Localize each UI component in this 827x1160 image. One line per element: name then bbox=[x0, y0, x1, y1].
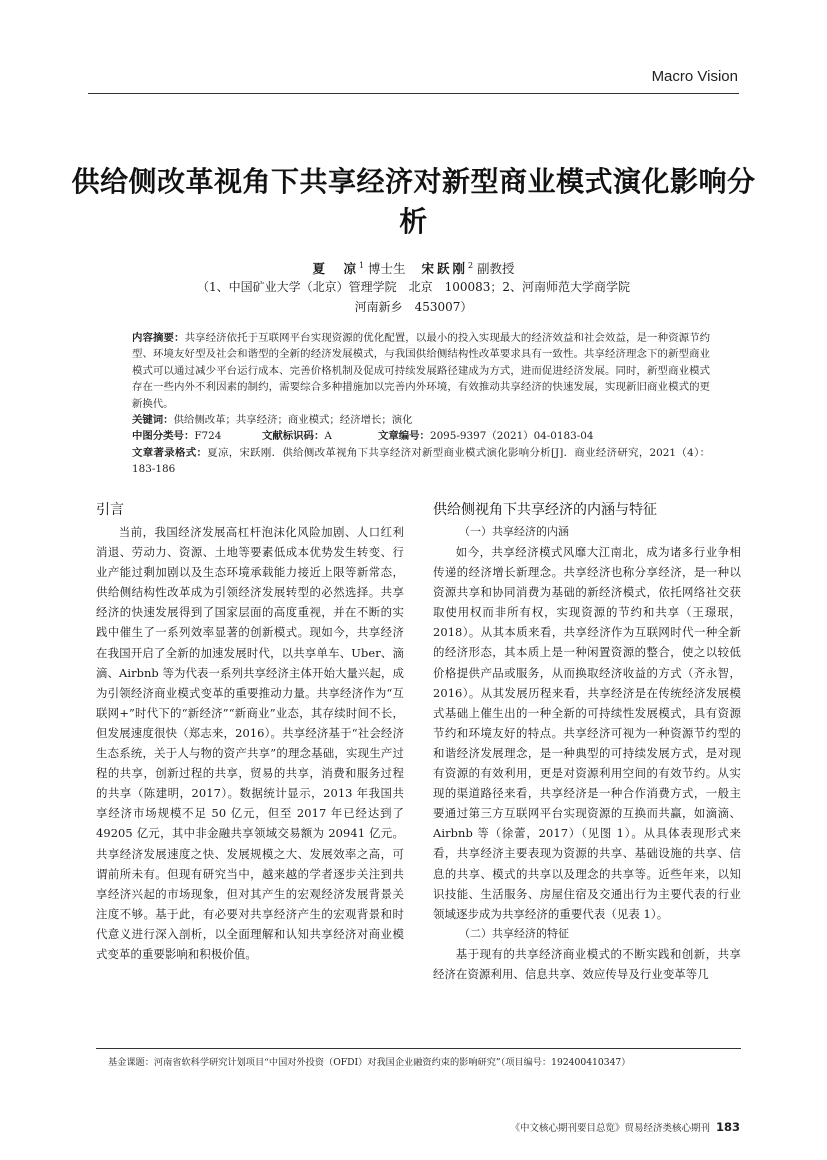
author-2-sup: 2 bbox=[467, 261, 474, 270]
abstract-block bbox=[132, 330, 710, 478]
subheading-features: （二）共享经济的特征 bbox=[459, 926, 569, 940]
intro-paragraph: 当前，我国经济发展高杠杆泡沫化风险加剧、人口红利消退、劳动力、资源、土地等要素低成本优势发生转变、行业产能过剩加剧以及生态环境承载能力接近上限等新常态，供给侧结构性改革成为引领经济发展转型的必然选择。共享经济的快速发展得到了国家层面的高度重视，并在不断的实践中催生了一系列效率显著的创新模式。现如今，共享经济在我国开启了全新的加速发展时代，以共享单车、Uber、滴滴、Airbnb 等为代表一系列共享经济主体开始大量兴起，成为引领经济商业模式变革的重要推动力量。共享经济作为“互联网+”时代下的“新经济”“新商业”业态，其存续时间不长，但发展速度很快（郑志来，2016）。共享经济基于“社会经济生态系统，关于人与物的资产共享”的理念基础，实现生产过程的共享，创新过程的共享，贸易的共享，消费和服务过程的共享（陈建明，2017）。数据统计显示，2013 年我国共享经济市场规模不足 50 亿元，但至 2017 年已经达到了 49205 亿元，其中非金融共享领域交易额为 20941 亿元。共享经济发展速度之快、发展规模之大、发展效率之高，可谓前所未有。但现有研究当中，越来越的学者逐步关注到共享经济兴起的市场现象，但对其产生的宏观经济发展背景关注度不够。基于此，有必要对共享经济产生的宏观背景和时代意义进行深入剖析，以全面理解和认知共享经济对商业模式变革的重要影响和积极价值。 bbox=[96, 525, 404, 961]
abstract-label: 内容摘要： bbox=[132, 332, 185, 344]
citation-line bbox=[132, 445, 710, 478]
keywords-label: 关键词： bbox=[132, 414, 174, 427]
classification-row bbox=[132, 428, 710, 444]
affiliation-line-1: （1、中国矿业大学（北京）管理学院 北京 100083；2、河南师范大学商学院 bbox=[196, 280, 631, 294]
citation-label: 文章著录格式： bbox=[132, 446, 208, 459]
left-column bbox=[96, 500, 404, 964]
journal-footer bbox=[470, 1120, 740, 1134]
subheading-connotation: （一）共享经济的内涵 bbox=[459, 525, 569, 538]
features-paragraph: 基于现有的共享经济商业模式的不断实践和创新，共享经济在资源利用、信息共享、效应传导及行业变革等几 bbox=[433, 946, 741, 981]
author-1-name: 夏 凉 bbox=[312, 261, 359, 277]
abstract-text: 共享经济依托于互联网平台实现资源的优化配置，以最小的投入实现最大的经济效益和社会效益，是一种资源节约型、环境友好型及社会和谐型的全新的经济发展模式，与我国供给侧结构性改革要求具有一致性。共享经济理念下的新型商业模式可以通过减少平台运行成本、完善价格机制及促成可持续发展路径建成为方式，进而促进经济发展。同时，新型商业模式存在一些内外不利因素的制约，需要综合多种措施加以完善内外环境，有效推动共享经济的快速发展，实现新旧商业模式的更新换代。 bbox=[132, 332, 711, 410]
author-2-name: 宋跃刚 bbox=[421, 261, 468, 277]
page-number: 183 bbox=[715, 1120, 740, 1134]
article-no-value: 2095-9397（2021）04-0183-04 bbox=[429, 430, 594, 443]
affiliation-line-2: 河南新乡 453007） bbox=[354, 300, 473, 314]
author-1-role: 博士生 bbox=[368, 261, 406, 277]
keywords-line bbox=[132, 412, 710, 428]
section-heading: 供给侧视角下共享经济的内涵与特征 bbox=[433, 502, 657, 518]
connotation-paragraph: 如今，共享经济模式风靡大江南北，成为诸多行业争相传递的经济增长新理念。共享经济也称分享经济，是一种以资源共享和协同消费为基础的新经济模式，依托网络社交获取使用权而非所有权，实现资源的节约和共享（王璟珉，2018）。从其本质来看，共享经济作为互联网时代一种全新的经济形态，其本质上是一种闲置资源的整合，使之以较低价格提供产品或服务，从而换取经济收益的方式（齐永智，2016）。从其发展历程来看，共享经济是在传统经济发展模式基础上催生出的一种全新的可持续性发展模式，具有资源节约和环境友好的特点。共享经济可视为一种资源节约型的和谐经济发展理念，是一种典型的可持续发展方式，是对现有资源的有效利用，更是对资源利用空间的有效节约。从实现的渠道路径来看，共享经济是一种合作消费方式，一般主要通过第三方互联网平台实现资源的互换而共赢，如滴滴、Airbnb 等（徐蕾，2017）（见图 1）。从具体表现形式来看，共享经济主要表现为资源的共享、基础设施的共享、信息的共享、模式的共享以及理念的共享等。近些年来，以知识技能、生活服务、房屋住宿及交通出行为主要代表的行业领域逐步成为共享经济的重要代表（见表 1）。 bbox=[433, 545, 741, 921]
abstract-paragraph bbox=[132, 330, 710, 412]
clc-value: F724 bbox=[194, 430, 222, 443]
keywords-text: 供给侧改革；共享经济；商业模式；经济增长；演化 bbox=[173, 414, 413, 427]
right-column bbox=[433, 500, 741, 984]
author-1-sup: 1 bbox=[358, 261, 365, 270]
article-title: 供给侧改革视角下共享经济对新型商业模式演化影响分析 bbox=[71, 165, 756, 238]
doc-code-label: 文献标识码： bbox=[262, 430, 325, 443]
clc-label: 中图分类号： bbox=[132, 430, 195, 443]
author-line bbox=[90, 256, 737, 279]
author-2-role: 副教授 bbox=[477, 261, 515, 277]
article-no-label: 文章编号： bbox=[378, 430, 430, 443]
section-tag: Macro Vision bbox=[651, 68, 738, 85]
citation-text: 夏凉，宋跃刚．供给侧改革视角下共享经济对新型商业模式演化影响分析[J]．商业经济研究，2021（4）：183-186 bbox=[132, 446, 710, 476]
intro-heading: 引言 bbox=[96, 502, 124, 518]
doc-code-value: A bbox=[324, 430, 332, 443]
footer-rule bbox=[96, 1048, 741, 1049]
header-rule bbox=[88, 93, 739, 94]
journal-name: 《中文核心期刊要目总览》贸易经济类核心期刊 bbox=[510, 1123, 710, 1134]
fund-note: 基金课题：河南省软科学研究计划项目“中国对外投资（OFDI）对我国企业融资约束的影响研究”（项目编号：192400410347） bbox=[108, 1057, 631, 1068]
